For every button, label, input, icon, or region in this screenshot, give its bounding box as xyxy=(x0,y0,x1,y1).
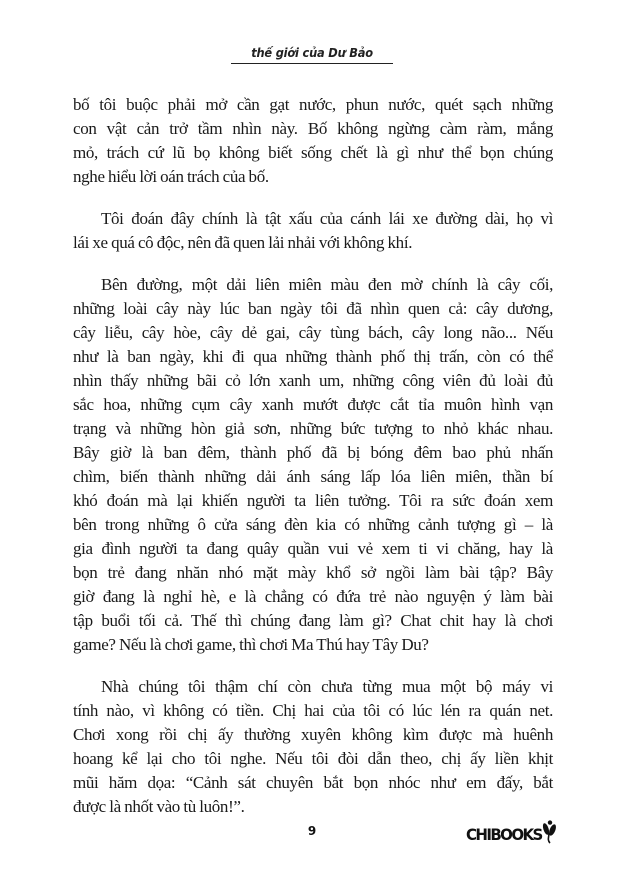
text-line: nhìn thấy những bãi cỏ lớn xanh um, những công viên đủ loài đủ xyxy=(73,371,553,390)
publisher-logo xyxy=(466,822,557,848)
text-line: trạng và những hòn giả sơn, những bức tượng to nhỏ khác nhau. xyxy=(73,419,553,438)
text-line: bọn trẻ đang nhăn nhó mặt mày khổ sở ngồi làm bài tập? Bây xyxy=(73,563,553,582)
paragraph-1 xyxy=(73,93,553,189)
text-line: game? Nếu là chơi game, thì chơi Ma Thú hay Tây Du? xyxy=(73,635,429,654)
body-text xyxy=(73,93,553,819)
text-line: Bây giờ là ban đêm, thành phố đã bị bóng đêm bao phủ nhấn xyxy=(73,443,553,462)
text-line: tính nào, vì không có tiền. Chị hai của tôi có lúc lén ra quán net. xyxy=(73,701,553,720)
text-line: như là ban ngày, khi đi qua những thành phố thị trấn, còn có thể xyxy=(73,347,553,366)
text-line: những loài cây này lúc ban ngày tôi đã nhìn quen cả: cây dương, xyxy=(73,299,553,318)
text-line: bên trong những ô cửa sáng đèn kia có những cảnh tượng gì – là xyxy=(73,515,553,534)
text-line: nghe hiểu lời oán trách của bố. xyxy=(73,167,269,186)
text-line: hoang kể lại cho tôi nghe. Nếu tôi đòi dẫn theo, chị ấy liền khịt xyxy=(73,749,553,768)
text-line: Tôi đoán đây chính là tật xấu của cánh lái xe đường dài, họ vì xyxy=(101,209,553,228)
text-line: mỏ, trách cứ lũ bọ không biết sống chết là gì như thể bọn chúng xyxy=(73,143,553,162)
text-line: mũi hăm dọa: “Cảnh sát chuyên bắt bọn nhóc như em đấy, bắt xyxy=(73,773,553,792)
text-line: được là nhốt vào tù luôn!”. xyxy=(73,797,245,816)
text-line: Nhà chúng tôi thậm chí còn chưa từng mua một bộ máy vi xyxy=(101,677,553,696)
paragraph-3 xyxy=(73,273,553,657)
text-line: con vật cản trở tầm nhìn này. Bố không ngừng càm ràm, mắng xyxy=(73,119,553,138)
text-line: giờ đang là nghỉ hè, e là chẳng có đứa trẻ nào nguyện ý làm bài xyxy=(73,587,553,606)
text-line: sắc hoa, những cụm cây xanh mướt được cắt tỉa muôn hình vạn xyxy=(73,395,553,414)
text-line: Chơi xong rồi chị ấy thường xuyên không kìm được mà huênh xyxy=(73,725,553,744)
text-line: tập buổi tối cả. Thế thì chúng đang làm gì? Chat chit hay là chơi xyxy=(73,611,553,630)
text-line: bố tôi buộc phải mở cần gạt nước, phun nước, quét sạch những xyxy=(73,95,553,114)
paragraph-2 xyxy=(73,207,553,255)
text-line: lái xe quá cô độc, nên đã quen lải nhải với không khí. xyxy=(73,233,413,252)
text-line: cây liễu, cây hòe, cây dẻ gai, cây tùng bách, cây long não... Nếu xyxy=(73,323,553,342)
running-header xyxy=(231,42,393,64)
text-line: khó đoán mà lại khiến người ta liên tưởng. Tôi ra sức đoán xem xyxy=(73,491,553,510)
running-header-title: thế giới của Dư Bảo xyxy=(251,46,373,60)
text-line: gia đình người ta đang quây quần vui vẻ xem ti vi chăng, hay là xyxy=(73,539,553,558)
page-number: 9 xyxy=(307,824,317,838)
paragraph-4 xyxy=(73,675,553,819)
text-line: Bên đường, một dải liên miên màu đen mờ chính là cây cối, xyxy=(101,275,553,294)
flower-sprout-icon xyxy=(541,820,557,844)
text-line: chìm, biến thành những dải ánh sáng lấp lóa liên miên, thần bí xyxy=(73,467,553,486)
publisher-logo-text: CHIBOOKS xyxy=(466,825,542,845)
